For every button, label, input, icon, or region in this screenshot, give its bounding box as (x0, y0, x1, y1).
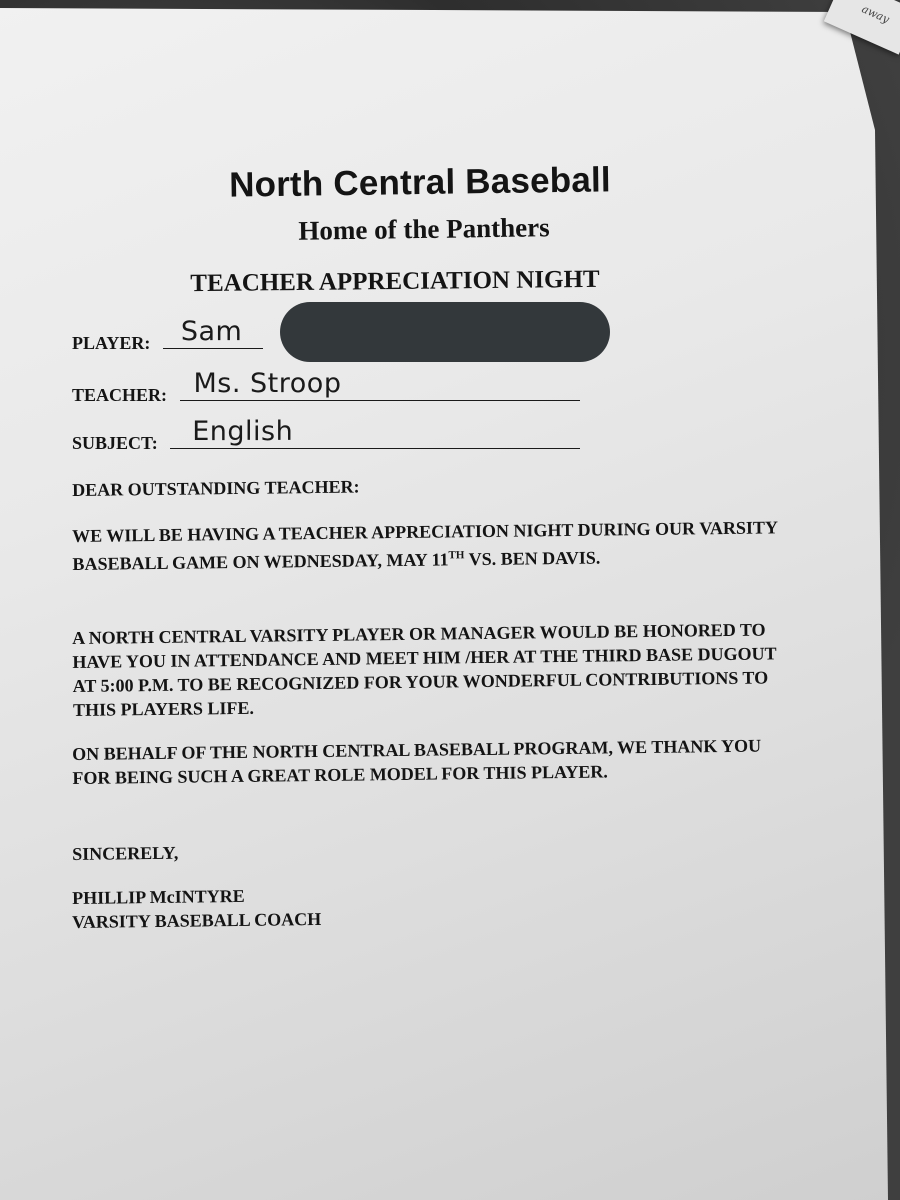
subject-field (72, 416, 580, 454)
date-ordinal-suffix: TH (448, 549, 465, 562)
event-heading: TEACHER APPRECIATION NIGHT (190, 265, 600, 298)
redaction-mark (280, 302, 610, 362)
teacher-handwriting: Ms. Stroop (193, 368, 342, 399)
scrap-text: away (859, 2, 892, 26)
page-title: North Central Baseball (228, 160, 612, 205)
teacher-line (180, 368, 580, 401)
player-field (72, 316, 263, 354)
teacher-field (72, 368, 580, 406)
player-handwriting: Sam (180, 316, 243, 347)
paragraph-1 (72, 515, 793, 576)
player-line (163, 316, 263, 349)
signer-name: PHILLIP McINTYRE (72, 885, 245, 908)
paragraph-3: ON BEHALF OF THE NORTH CENTRAL BASEBALL PROGRAM, WE THANK YOU FOR BEING SUCH A GREAT ROLE MODEL FOR THIS PLAYER. (72, 735, 762, 788)
player-label: PLAYER: (72, 333, 151, 353)
subject-label: SUBJECT: (72, 433, 158, 453)
signer-title: VARSITY BASEBALL COACH (72, 908, 322, 932)
subject-handwriting: English (192, 416, 294, 447)
paragraph-1-text: WE WILL BE HAVING A TEACHER APPRECIATION NIGHT DURING OUR VARSITY BASEBALL GAME ON WEDNESDAY, MAY 11 (72, 517, 778, 574)
page-subtitle: Home of the Panthers (298, 212, 550, 246)
subject-line (170, 416, 580, 449)
teacher-label: TEACHER: (72, 385, 168, 405)
closing: SINCERELY, (72, 842, 179, 864)
paragraph-1-end: VS. BEN DAVIS. (464, 547, 601, 570)
paragraph-2: A NORTH CENTRAL VARSITY PLAYER OR MANAGER WOULD BE HONORED TO HAVE YOU IN ATTENDANCE AND MEET HIM /HER AT THE THIRD BASE DUGOUT AT 5:00 P.M. TO BE RECOGNIZED FOR YOUR WONDERFUL CONTRIBUTIONS TO THIS PLAYERS LIFE. (72, 619, 777, 720)
salutation: DEAR OUTSTANDING TEACHER: (72, 476, 360, 500)
